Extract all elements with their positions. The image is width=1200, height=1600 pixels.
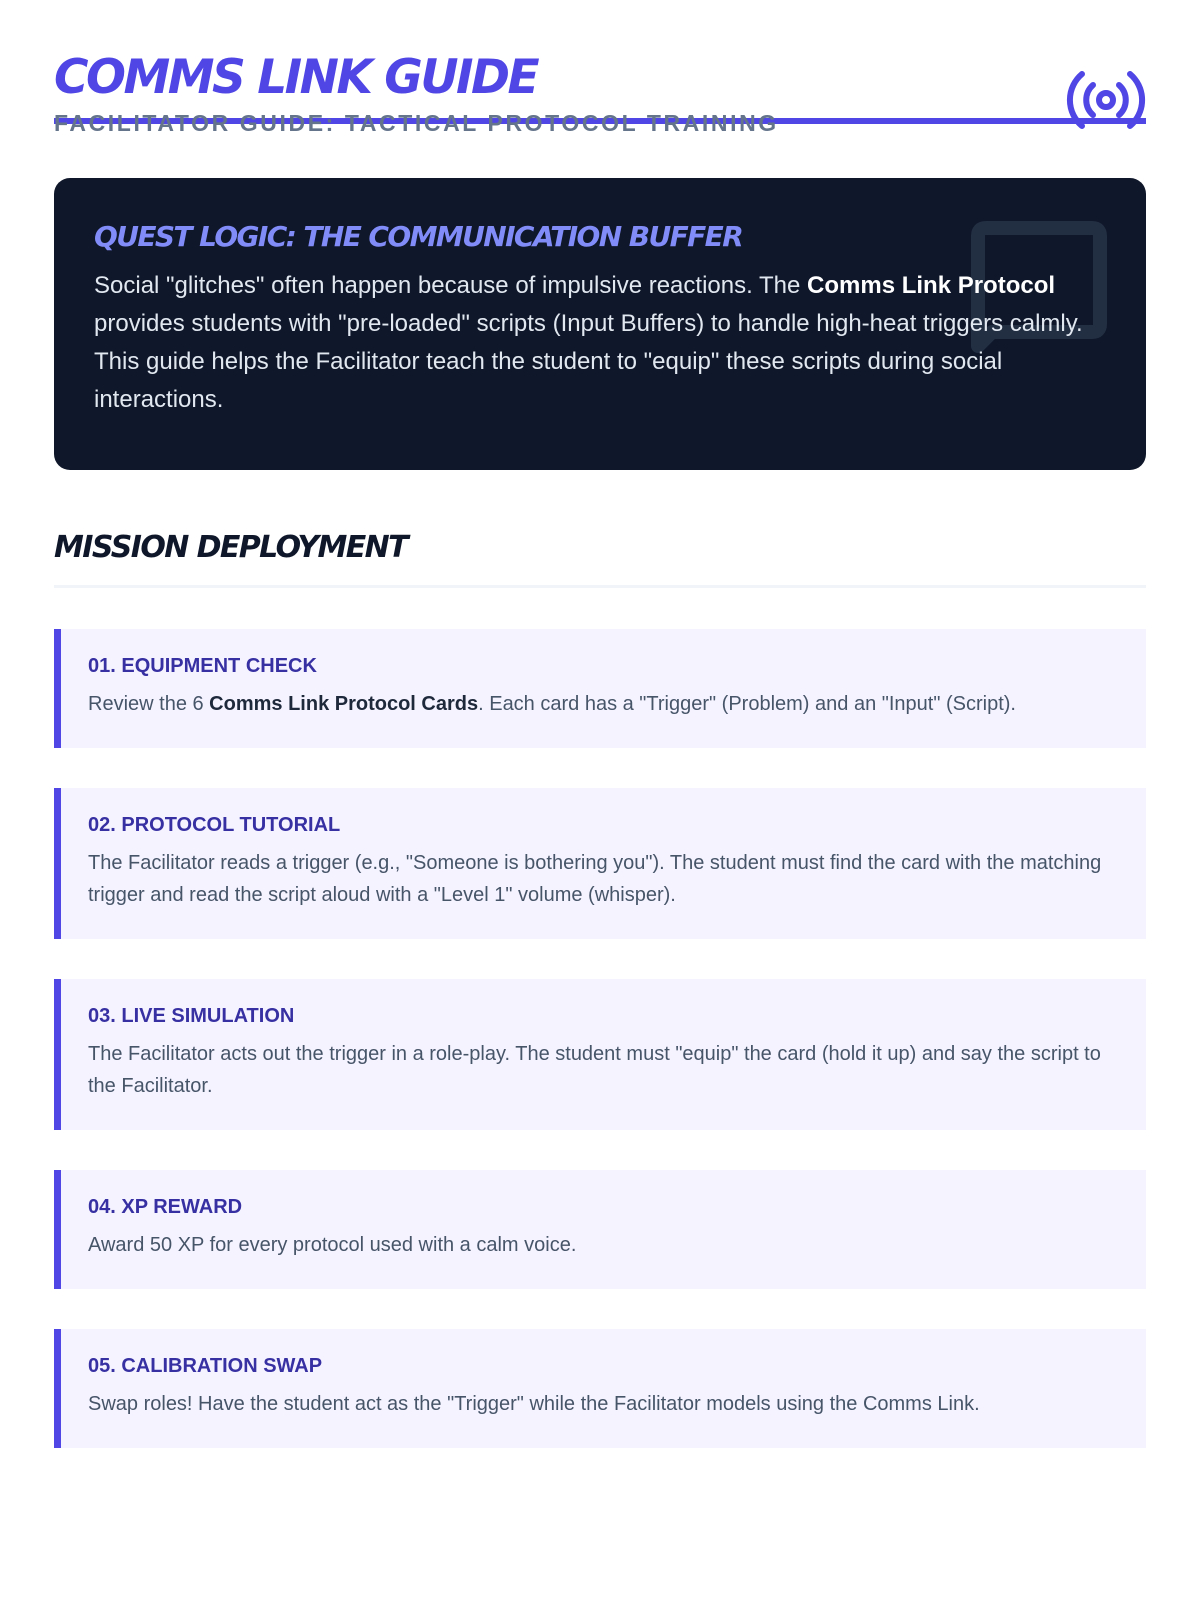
- page-title: COMMS LINK GUIDE: [54, 50, 538, 105]
- mission-step: [54, 1170, 1146, 1289]
- step-title: 03. LIVE SIMULATION: [88, 1005, 295, 1027]
- step-title: 02. PROTOCOL TUTORIAL: [88, 814, 341, 836]
- step-body: [88, 1229, 1116, 1261]
- step-body-text-continued: . Each card has a "Trigger" (Problem) and an "Input" (Script).: [478, 693, 1016, 715]
- step-body-text: Swap roles! Have the student act as the "Trigger" while the Facilitator models using the Comms Link.: [88, 1393, 980, 1415]
- mission-step: [54, 1329, 1146, 1448]
- step-body-text: The Facilitator reads a trigger (e.g., "Someone is bothering you"). The student must find the card with the matching trigger and read the script aloud with a "Level 1" volume (whisper).: [88, 852, 1102, 906]
- mission-steps-list: [54, 629, 1146, 1448]
- mission-step: [54, 629, 1146, 748]
- step-title: 05. CALIBRATION SWAP: [88, 1355, 323, 1377]
- step-body-text: The Facilitator acts out the trigger in a role-play. The student must "equip" the card (hold it up) and say the script to the Facilitator.: [88, 1043, 1101, 1097]
- step-body-text: Award 50 XP for every protocol used with a calm voice.: [88, 1234, 577, 1256]
- step-body: [88, 688, 1116, 720]
- step-body-emphasis: Comms Link Protocol Cards: [209, 693, 479, 715]
- quest-body-text-continued: provides students with "pre-loaded" scripts (Input Buffers) to handle high-heat triggers calmly. This guide helps the Facilitator teach the student to "equip" these scripts during social interactions.: [94, 310, 1083, 413]
- quest-title: QUEST LOGIC: THE COMMUNICATION BUFFER: [94, 220, 743, 253]
- step-title: 04. XP REWARD: [88, 1196, 243, 1218]
- step-body: [88, 1038, 1116, 1102]
- step-body-text: Review the 6: [88, 693, 210, 715]
- step-body: [88, 847, 1116, 911]
- page-header: [54, 0, 1146, 136]
- page-subtitle: FACILITATOR GUIDE: TACTICAL PROTOCOL TRAINING: [54, 110, 779, 136]
- step-title: 01. EQUIPMENT CHECK: [88, 655, 317, 677]
- mission-step: [54, 788, 1146, 939]
- quest-body-text: Social "glitches" often happen because of impulsive reactions. The: [94, 272, 808, 299]
- step-body: [88, 1388, 1116, 1420]
- quest-logic-panel: [54, 178, 1146, 470]
- mission-section-title: MISSION DEPLOYMENT: [54, 530, 407, 565]
- mission-step: [54, 979, 1146, 1130]
- quest-body-emphasis: Comms Link Protocol: [807, 272, 1056, 299]
- quest-body: [94, 267, 1106, 419]
- broadcast-icon: [1066, 68, 1146, 132]
- mission-section-header: [54, 530, 1146, 588]
